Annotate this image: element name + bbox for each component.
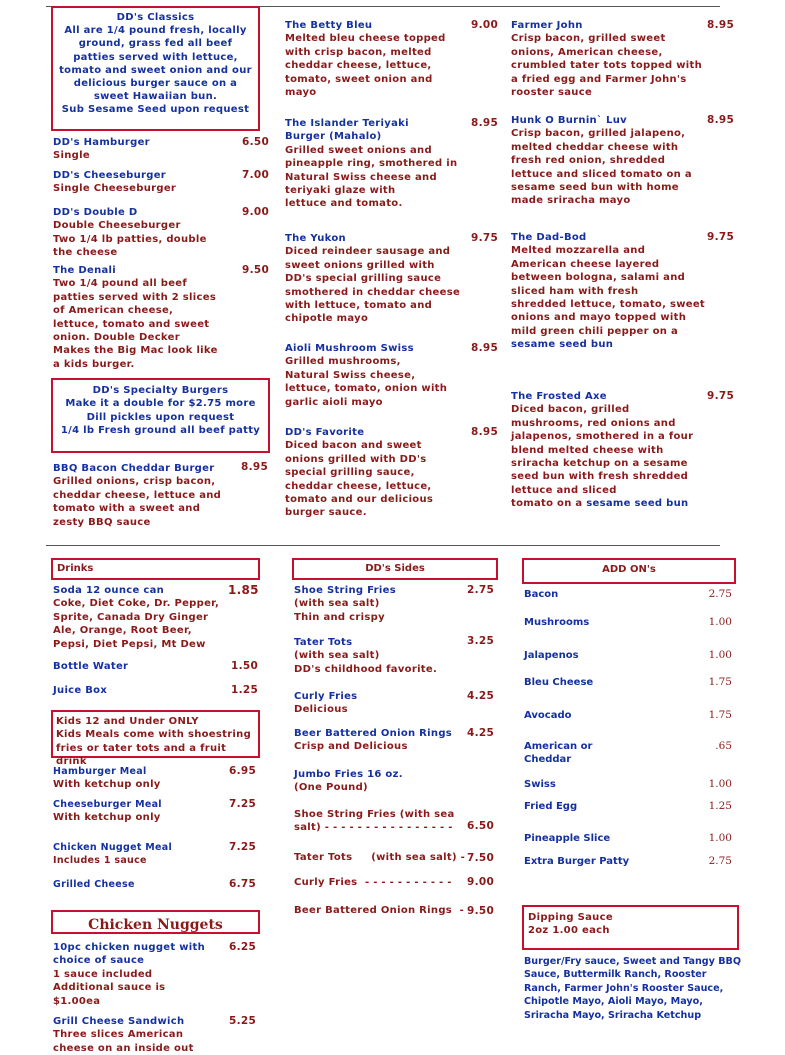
menu-item bbox=[294, 768, 469, 795]
item-description: Single Cheeseburger bbox=[53, 183, 177, 195]
item-price: 7.25 bbox=[229, 841, 257, 853]
menu-item bbox=[285, 426, 470, 520]
item-price: 4.25 bbox=[467, 727, 495, 739]
item-description-tail: tomato on a bbox=[511, 498, 587, 510]
item-price: 8.95 bbox=[707, 114, 735, 126]
addon-name: Jalapenos bbox=[524, 650, 579, 661]
item-price: 9.75 bbox=[707, 231, 735, 243]
item-name: Shoe String Fries bbox=[294, 585, 396, 596]
item-name: Juice Box bbox=[53, 685, 108, 696]
menu-item bbox=[511, 19, 706, 99]
menu-item bbox=[294, 876, 469, 889]
sides-header bbox=[292, 558, 498, 580]
addon-row bbox=[524, 709, 736, 722]
classics-note: Sub Sesame Seed upon request bbox=[61, 104, 250, 116]
addon-name: Pineapple Slice bbox=[524, 833, 611, 844]
item-description: 1 sauce included Additional sauce is $1.00ea bbox=[53, 968, 166, 1007]
addon-price: 2.75 bbox=[708, 855, 732, 867]
menu-item bbox=[53, 136, 268, 163]
item-name: DD's Cheeseburger bbox=[53, 170, 167, 181]
menu-item bbox=[294, 727, 469, 754]
menu-item bbox=[53, 1015, 228, 1055]
item-name: Farmer John bbox=[511, 20, 583, 31]
item-price: 6.25 bbox=[229, 941, 257, 953]
dipping-price: 2oz 1.00 each bbox=[528, 925, 610, 937]
addon-price: 1.00 bbox=[708, 616, 732, 628]
menu-item bbox=[294, 904, 469, 917]
item-name: Grilled Cheese bbox=[53, 879, 135, 890]
addon-row bbox=[524, 800, 736, 813]
item-name: Curly Fries bbox=[294, 691, 358, 702]
item-price: 9.50 bbox=[242, 264, 270, 276]
item-price: 9.00 bbox=[471, 19, 499, 31]
menu-item bbox=[53, 169, 268, 196]
addon-price: 2.75 bbox=[708, 588, 732, 600]
item-name: The Dad-Bod bbox=[511, 232, 587, 243]
item-price: 4.25 bbox=[467, 690, 495, 702]
item-name: 10pc chicken nugget with choice of sauce bbox=[53, 942, 206, 967]
addon-row bbox=[524, 740, 736, 766]
nuggets-header-label: Chicken Nuggets bbox=[88, 917, 223, 933]
item-name: Curly Fries - - - - - - - - - - - bbox=[294, 877, 452, 888]
item-name: The Betty Bleu bbox=[285, 20, 373, 31]
kids-line: fries or tater tots and a fruit drink bbox=[56, 742, 227, 768]
addon-price: 1.25 bbox=[708, 800, 732, 812]
item-name: Chicken Nugget Meal bbox=[53, 842, 173, 853]
item-name: Tater Tots (with sea salt) - bbox=[294, 852, 466, 863]
addon-price: 1.00 bbox=[708, 649, 732, 661]
item-name: BBQ Bacon Cheddar Burger bbox=[53, 463, 215, 474]
nuggets-header bbox=[51, 910, 260, 934]
addons-header-label: ADD ON's bbox=[602, 564, 656, 575]
specialty-title: DD's Specialty Burgers bbox=[92, 385, 229, 396]
item-price: 3.25 bbox=[467, 635, 495, 647]
item-name: DD's Hamburger bbox=[53, 137, 150, 148]
addon-name: Fried Egg bbox=[524, 801, 578, 812]
item-price: 8.95 bbox=[471, 117, 499, 129]
addon-name: Bleu Cheese bbox=[524, 677, 594, 688]
menu-item bbox=[285, 232, 470, 326]
menu-item bbox=[294, 808, 469, 835]
specialty-line: Make it a double for $2.75 more bbox=[65, 398, 256, 410]
addon-price: 1.00 bbox=[708, 778, 732, 790]
middle-divider bbox=[46, 545, 720, 546]
item-description: Includes 1 sauce bbox=[53, 855, 147, 867]
addon-name: Avocado bbox=[524, 710, 572, 721]
menu-item bbox=[53, 206, 268, 260]
menu-item bbox=[53, 878, 223, 891]
item-price: 8.95 bbox=[241, 461, 269, 473]
item-price: 8.95 bbox=[471, 426, 499, 438]
menu-item bbox=[511, 114, 706, 208]
menu-item bbox=[53, 841, 223, 868]
item-name: Soda 12 ounce can bbox=[53, 585, 165, 596]
item-description: Three slices American cheese on an inside out bbox=[53, 1029, 194, 1054]
item-price: 9.75 bbox=[471, 232, 499, 244]
specialty-line: Dill pickles upon request bbox=[86, 411, 235, 423]
item-description: With ketchup only bbox=[53, 812, 161, 824]
item-name: Cheeseburger Meal bbox=[53, 799, 162, 810]
addon-row bbox=[524, 649, 736, 662]
item-name: Jumbo Fries 16 oz. bbox=[294, 769, 403, 780]
menu-item bbox=[511, 231, 706, 352]
addon-name: Mushrooms bbox=[524, 617, 590, 628]
menu-item bbox=[294, 584, 469, 624]
item-name: DD's Double D bbox=[53, 207, 138, 218]
item-description: Grilled sweet onions and pineapple ring, smothered in Natural Swiss cheese and teriyaki glaze with lettuce and tomato. bbox=[285, 144, 458, 210]
item-description: (with sea salt) Thin and crispy bbox=[294, 598, 385, 623]
item-price: 9.50 bbox=[467, 905, 495, 917]
item-description: Coke, Diet Coke, Dr. Pepper, Sprite, Canada Dry Ginger Ale, Orange, Root Beer, Pepsi, Diet Pepsi, Mt Dew bbox=[53, 598, 220, 650]
item-name: Shoe String Fries (with sea salt) - - - - - - - - - - - - - - - - bbox=[294, 809, 455, 834]
item-price: 6.95 bbox=[229, 765, 257, 777]
item-description-highlight: sesame seed bun bbox=[586, 498, 689, 510]
item-description: Crisp and Delicious bbox=[294, 741, 408, 753]
item-price: 9.00 bbox=[242, 206, 270, 218]
menu-item bbox=[285, 19, 470, 99]
item-name: Hamburger Meal bbox=[53, 766, 147, 777]
item-price: 9.75 bbox=[707, 390, 735, 402]
addon-row bbox=[524, 832, 736, 845]
item-price: 7.50 bbox=[467, 852, 495, 864]
addon-name: Extra Burger Patty bbox=[524, 856, 630, 867]
addon-price: 1.75 bbox=[708, 676, 732, 688]
item-description: Crisp bacon, grilled jalapeno, melted cheddar cheese with fresh red onion, shredded lettuce and sliced tomato on a sesame seed bun with home made sriracha mayo bbox=[511, 128, 692, 207]
drinks-header-label: Drinks bbox=[57, 563, 94, 574]
item-description: Diced reindeer sausage and sweet onions grilled with DD's special grilling sauce smothered in cheddar cheese with lettuce, tomato and chipotle mayo bbox=[285, 246, 461, 325]
item-description: With ketchup only bbox=[53, 779, 161, 791]
item-description-highlight: sesame seed bun bbox=[511, 339, 614, 351]
menu-item bbox=[294, 636, 469, 676]
item-name: The Frosted Axe bbox=[511, 391, 607, 402]
dipping-sauce-box bbox=[522, 905, 739, 950]
item-description: Diced bacon, grilled mushrooms, red onions and jalapenos, smothered in a four blend melted cheese with sriracha ketchup on a sesame seed bun with fresh shredded lettuce and sliced bbox=[511, 404, 694, 496]
menu-item bbox=[53, 765, 223, 792]
addons-header bbox=[522, 558, 736, 584]
item-description: Double Cheeseburger Two 1/4 lb patties, double the cheese bbox=[53, 220, 207, 259]
item-price: 8.95 bbox=[707, 19, 735, 31]
item-name: Beer Battered Onion Rings bbox=[294, 728, 453, 739]
item-price: 5.25 bbox=[229, 1015, 257, 1027]
item-name: Bottle Water bbox=[53, 661, 129, 672]
addon-name: American or Cheddar bbox=[524, 741, 593, 765]
item-description: Single bbox=[53, 150, 90, 162]
item-name: DD's Favorite bbox=[285, 427, 365, 438]
item-description: Diced bacon and sweet onions grilled with DD's special grilling sauce, cheddar cheese, lettuce, tomato and our delicious burger sauce. bbox=[285, 440, 434, 519]
kids-info-box bbox=[51, 710, 260, 768]
menu-item bbox=[285, 342, 470, 409]
classics-title: DD's Classics bbox=[116, 12, 195, 23]
item-name: Tater Tots bbox=[294, 637, 353, 648]
specialty-line: 1/4 lb Fresh ground all beef patty bbox=[60, 425, 261, 437]
specialty-info-box bbox=[51, 378, 270, 453]
item-description: (with sea salt) DD's childhood favorite. bbox=[294, 650, 438, 675]
addon-row bbox=[524, 778, 736, 791]
item-price: 1.50 bbox=[231, 660, 259, 672]
addon-price: 1.00 bbox=[708, 832, 732, 844]
menu-item bbox=[285, 117, 470, 211]
item-name: The Islander Teriyaki Burger (Mahalo) bbox=[285, 118, 409, 143]
item-name: The Yukon bbox=[285, 233, 346, 244]
addon-price: .65 bbox=[715, 740, 732, 752]
sauces-list: Burger/Fry sauce, Sweet and Tangy BBQ Sauce, Buttermilk Ranch, Rooster Ranch, Farmer John's Rooster Sauce, Chipotle Mayo, Aioli Mayo, Mayo, Sriracha Mayo, Sriracha Ketchup bbox=[524, 956, 742, 1021]
menu-item bbox=[53, 660, 223, 673]
classics-description: All are 1/4 pound fresh, locally ground, grass fed all beef patties served with lettuce, tomato and sweet onion and our delicious burger sauce on a sweet Hawaiian bun. bbox=[59, 25, 252, 103]
addon-name: Bacon bbox=[524, 589, 559, 600]
menu-item bbox=[511, 390, 706, 511]
item-price: 6.75 bbox=[229, 878, 257, 890]
addon-row bbox=[524, 676, 736, 689]
item-name: Hunk O Burnin` Luv bbox=[511, 115, 627, 126]
classics-info-box bbox=[51, 6, 260, 131]
item-description: Melted bleu cheese topped with crisp bacon, melted cheddar cheese, lettuce, tomato, sweet onion and mayo bbox=[285, 33, 446, 99]
menu-item bbox=[53, 798, 223, 825]
item-name: The Denali bbox=[53, 265, 117, 276]
item-price: 9.00 bbox=[467, 876, 495, 888]
item-description: (One Pound) bbox=[294, 782, 368, 794]
item-price: 6.50 bbox=[242, 136, 270, 148]
item-price: 2.75 bbox=[467, 584, 495, 596]
addon-price: 1.75 bbox=[708, 709, 732, 721]
item-description: Grilled mushrooms, Natural Swiss cheese, lettuce, tomato, onion with garlic aioli mayo bbox=[285, 356, 448, 408]
dipping-title: Dipping Sauce bbox=[528, 912, 613, 923]
addon-name: Swiss bbox=[524, 779, 556, 790]
menu-item bbox=[53, 264, 268, 371]
item-price: 6.50 bbox=[467, 820, 495, 832]
addon-row bbox=[524, 588, 736, 601]
drinks-header bbox=[51, 558, 260, 580]
menu-item bbox=[53, 462, 268, 529]
kids-line: Kids Meals come with shoestring bbox=[56, 729, 252, 741]
item-description: Crisp bacon, grilled sweet onions, American cheese, crumbled tater tots topped with a fried egg and Farmer John's rooster sauce bbox=[511, 33, 703, 99]
item-description: Melted mozzarella and American cheese layered between bologna, salami and sliced ham with fresh shredded lettuce, tomato, sweet onions and mayo topped with mild green chili pepper on a bbox=[511, 245, 705, 337]
item-price: 8.95 bbox=[471, 342, 499, 354]
addon-row bbox=[524, 855, 736, 868]
addon-row bbox=[524, 616, 736, 629]
item-price: 1.85 bbox=[228, 583, 259, 597]
item-description: Two 1/4 pound all beef patties served with 2 slices of American cheese, lettuce, tomato and sweet onion. Double Decker Makes the Big Mac look like a kids burger. bbox=[53, 278, 218, 370]
item-name: Aioli Mushroom Swiss bbox=[285, 343, 414, 354]
item-price: 1.25 bbox=[231, 684, 259, 696]
menu-item bbox=[294, 690, 469, 717]
item-name: Beer Battered Onion Rings - bbox=[294, 905, 465, 916]
item-description: Delicious bbox=[294, 704, 348, 716]
kids-title: Kids 12 and Under ONLY bbox=[56, 716, 199, 727]
menu-item bbox=[294, 851, 469, 864]
menu-item bbox=[53, 584, 233, 651]
item-name: Grill Cheese Sandwich bbox=[53, 1016, 185, 1027]
menu-item bbox=[53, 941, 228, 1008]
item-price: 7.25 bbox=[229, 798, 257, 810]
sides-header-label: DD's Sides bbox=[365, 563, 425, 574]
item-price: 7.00 bbox=[242, 169, 270, 181]
item-description: Grilled onions, crisp bacon, cheddar cheese, lettuce and tomato with a sweet and zesty BBQ sauce bbox=[53, 476, 222, 528]
menu-item bbox=[53, 684, 223, 697]
